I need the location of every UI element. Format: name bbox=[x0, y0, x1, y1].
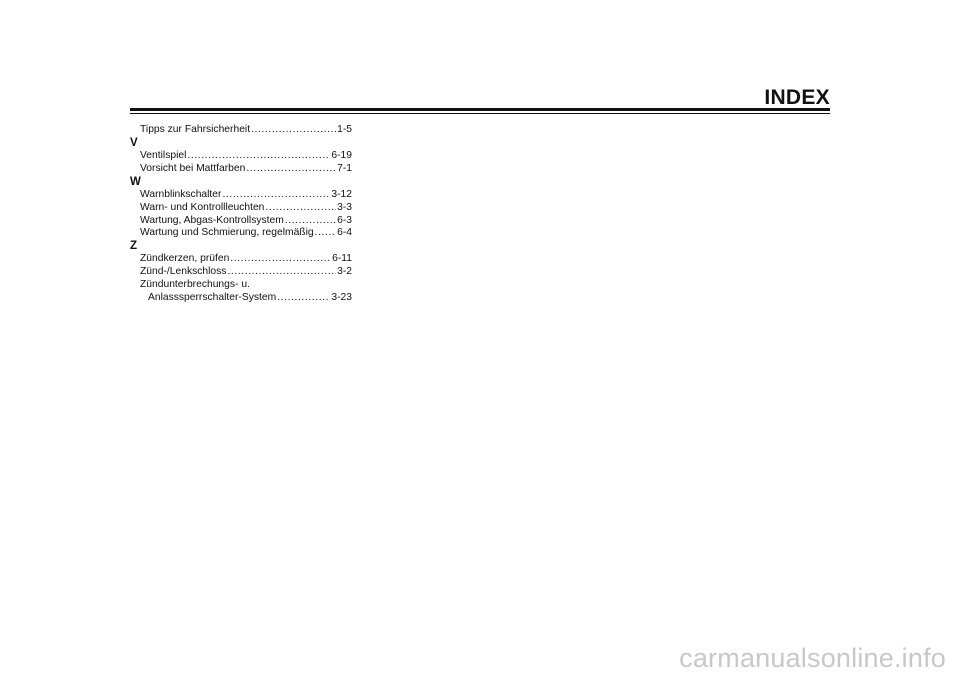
entry-label: Zündkerzen, prüfen bbox=[140, 253, 230, 265]
leader-dots bbox=[265, 202, 336, 215]
leader-dots bbox=[251, 124, 336, 137]
entry-label: Vorsicht bei Mattfarben bbox=[140, 162, 246, 174]
leader-dots bbox=[246, 163, 336, 176]
index-entry-continuation bbox=[130, 292, 352, 305]
leader-dots bbox=[187, 150, 330, 163]
header-rule bbox=[130, 108, 830, 111]
entry-page: 7-1 bbox=[337, 162, 352, 174]
watermark-text: carmanualsonline.info bbox=[679, 643, 946, 673]
entry-label: Anlasssperrschalter-System bbox=[148, 292, 277, 304]
index-entry bbox=[130, 266, 352, 279]
entry-label: Zündunterbrechungs- u. bbox=[140, 279, 250, 291]
leader-dots bbox=[315, 227, 337, 240]
header-rule-thin bbox=[130, 113, 830, 114]
index-entry bbox=[130, 150, 352, 163]
entry-label: Tipps zur Fahrsicherheit bbox=[140, 124, 251, 135]
index-entry bbox=[130, 253, 352, 266]
index-entry bbox=[130, 215, 352, 228]
section-letter: Z bbox=[130, 240, 138, 253]
index-entry bbox=[130, 124, 352, 137]
entry-page: 3-2 bbox=[337, 266, 352, 278]
entry-label: Warnblinkschalter bbox=[140, 188, 222, 200]
entry-page: 3-23 bbox=[331, 292, 352, 304]
page-title: INDEX bbox=[764, 86, 830, 109]
entry-page: 6-19 bbox=[331, 149, 352, 161]
entry-page: 3-3 bbox=[337, 201, 352, 213]
leader-dots bbox=[277, 292, 330, 305]
section-letter: V bbox=[130, 136, 138, 149]
entry-label: Wartung und Schmierung, regelmäßig bbox=[140, 227, 314, 239]
leader-dots bbox=[285, 215, 336, 228]
entry-page: 6-3 bbox=[337, 214, 352, 226]
index-entry bbox=[130, 279, 352, 292]
entry-page: 1-5 bbox=[337, 124, 352, 135]
index-entry bbox=[130, 227, 352, 240]
leader-dots bbox=[227, 266, 336, 279]
index-entry bbox=[130, 202, 352, 215]
leader-dots bbox=[230, 253, 331, 266]
entry-label: Warn- und Kontrollleuchten bbox=[140, 201, 265, 213]
entry-page: 6-4 bbox=[337, 227, 352, 239]
index-column bbox=[130, 124, 352, 305]
index-entry bbox=[130, 189, 352, 202]
entry-page: 3-12 bbox=[331, 188, 352, 200]
entry-page: 6-11 bbox=[332, 253, 352, 265]
leader-dots bbox=[222, 189, 330, 202]
entry-label: Zünd-/Lenkschloss bbox=[140, 266, 227, 278]
entry-label: Ventilspiel bbox=[140, 149, 187, 161]
section-letter: W bbox=[130, 175, 141, 188]
entry-label: Wartung, Abgas-Kontrollsystem bbox=[140, 214, 284, 226]
index-entry bbox=[130, 163, 352, 176]
